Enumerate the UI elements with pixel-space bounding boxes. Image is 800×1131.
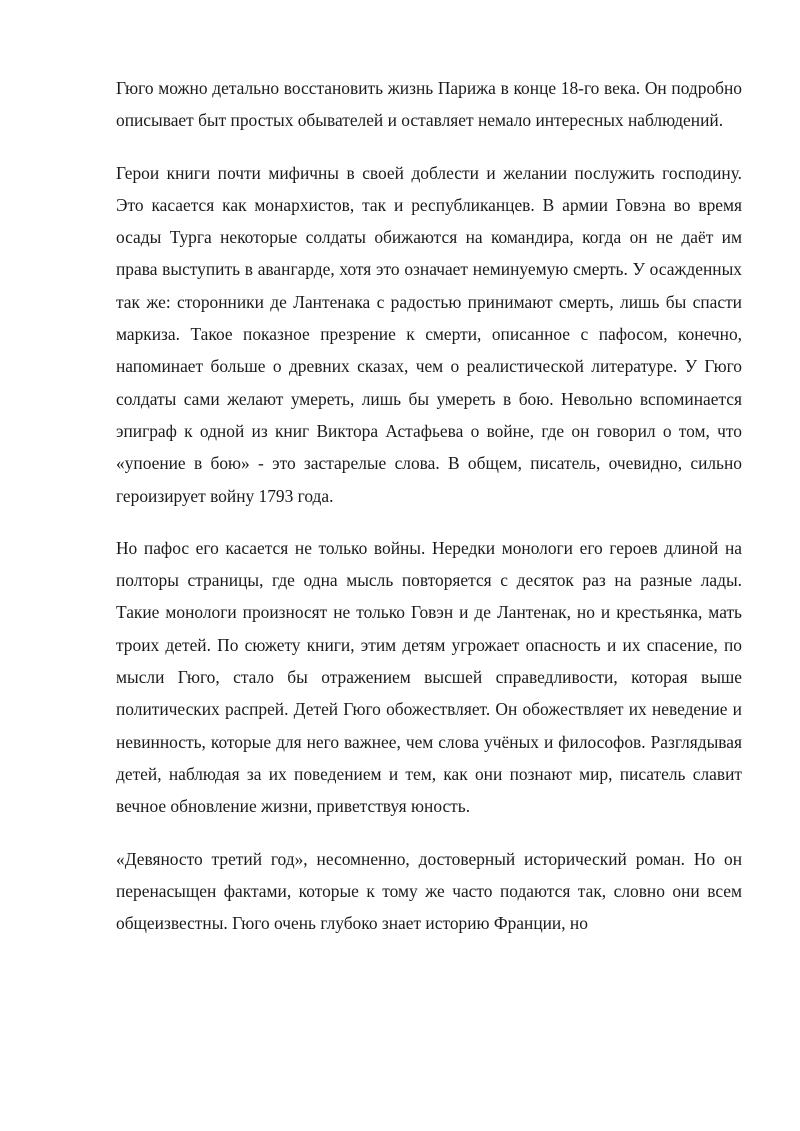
paragraph-1: Гюго можно детально восстановить жизнь Парижа в конце 18-го века. Он подробно описывает быт простых обывателей и оставляет немало интересных наблюдений. bbox=[116, 78, 742, 131]
paragraph-4: «Девяносто третий год», несомненно, достоверный исторический роман. Но он перенасыщен фактами, которые к тому же часто подаются так, словно они всем общеизвестны. Гюго очень глубоко знает историю Франции, но bbox=[116, 848, 742, 934]
paragraph-2: Герои книги почти мифичны в своей доблести и желании послужить господину. Это касается как монархистов, так и республиканцев. В армии Говэна во время осады Турга некоторые солдаты обижаются на командира, когда он не даёт им права выступить в авангарде, хотя это означает неминуемую смерть. У осажденных так же: сторонники де Лантенака с радостью принимают смерть, лишь бы спасти маркиза. Такое показное презрение к смерти, описанное с пафосом, конечно, напоминает больше о древних сказах, чем о реалистической литературе. У Гюго солдаты сами желают умереть, лишь бы умереть в бою. Невольно вспоминается эпиграф к одной из книг Виктора Астафьева о войне, где он говорил о том, что «упоение в бою» - это застарелые слова. В общем, писатель, очевидно, сильно героизирует войну 1793 года. bbox=[116, 162, 742, 506]
paragraph-3: Но пафос его касается не только войны. Нередки монологи его героев длиной на полторы страницы, где одна мысль повторяется с десяток раз на разные лады. Такие монологи произносят не только Говэн и де Лантенак, но и крестьянка, мать троих детей. По сюжету книги, этим детям угрожает опасность и их спасение, по мысли Гюго, стало бы отражением высшей справедливости, которая выше политических распрей. Детей Гюго обожествляет. Он обожествляет их неведение и невинность, которые для него важнее, чем слова учёных и философов. Разглядывая детей, наблюдая за их поведением и тем, как они познают мир, писатель славит вечное обновление жизни, приветствуя юность. bbox=[116, 537, 742, 817]
document-body bbox=[116, 72, 742, 959]
